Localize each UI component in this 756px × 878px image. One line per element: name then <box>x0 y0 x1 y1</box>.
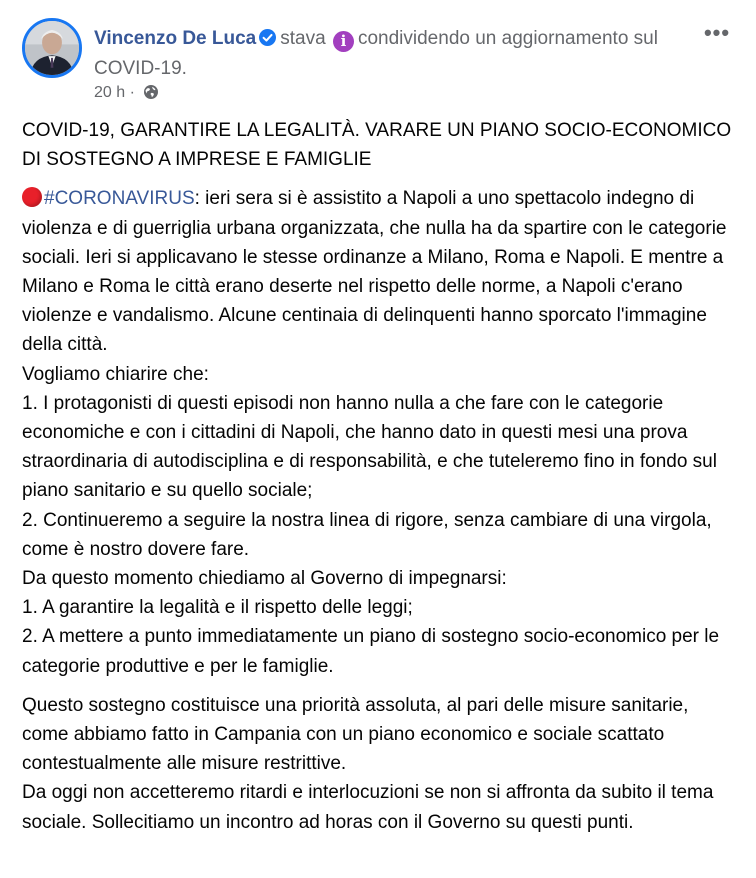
post-timestamp[interactable]: 20 h <box>94 84 126 101</box>
intro-text: : ieri sera si è assistito a Napoli a uno spettacolo indegno di violenza e di guerriglia urbana organizzata, che nulla ha da spartire con le categorie sociali. Ieri si applicavano le stesse ordinanze a Milano, Roma e Napoli. E mentre a Milano e Roma le città erano deserte nel rispetto delle norme, a Napoli c'erano violenze e vandalismo. Alcune centinaia di delinquenti hanno sporcato l'immagine della città. <box>22 188 727 356</box>
post-meta: 20 h · <box>94 82 159 104</box>
globe-icon[interactable] <box>143 84 159 100</box>
post-header <box>22 18 734 108</box>
status-prefix: stava <box>280 28 326 49</box>
closing-line: Da oggi non accetteremo ritardi e interlocuzioni se non si affronta da subito il tema sociale. Sollecitiamo un incontro ad horas con il Governo su questi punti. <box>22 782 714 833</box>
body-line: 2. A mettere a punto immediatamente un piano di sostegno socio-economico per le categorie produttive e per le famiglie. <box>22 626 720 677</box>
body-line: 2. Continueremo a seguire la nostra linea di rigore, senza cambiare di una virgola, come è nostro dovere fare. <box>22 509 712 560</box>
more-options-button[interactable]: ••• <box>703 20 731 45</box>
info-icon: i <box>333 31 354 52</box>
post-title: COVID-19, GARANTIRE LA LEGALITÀ. VARARE UN PIANO SOCIO-ECONOMICO DI SOSTEGNO A IMPRESE E FAMIGLIE <box>22 120 732 171</box>
post-paragraph <box>22 184 738 680</box>
closing-line: Questo sostegno costituisce una priorità assoluta, al pari delle misure sanitarie, come abbiamo fatto in Campania con un piano economico e sociale scattato contestualmente alle misure restrittive. <box>22 694 689 775</box>
post-paragraph <box>22 691 738 837</box>
verified-badge-icon <box>259 29 276 46</box>
avatar[interactable] <box>22 18 82 78</box>
red-circle-emoji <box>22 187 42 207</box>
post-header-line <box>94 24 674 84</box>
body-line: Vogliamo chiarire che: <box>22 363 209 385</box>
avatar-portrait-icon <box>25 21 79 75</box>
post-body <box>22 116 738 837</box>
hashtag-link[interactable]: #CORONAVIRUS <box>44 188 195 210</box>
body-line: Da questo momento chiediamo al Governo di impegnarsi: <box>22 568 507 590</box>
status-activity[interactable]: condividendo un aggiornamento sul COVID-19. <box>94 28 658 79</box>
author-name[interactable]: Vincenzo De Luca <box>94 28 257 49</box>
body-line: 1. I protagonisti di questi episodi non hanno nulla a che fare con le categorie economiche e con i cittadini di Napoli, che hanno dato in questi mesi una prova straordinaria di autodisciplina e di responsabilità, e che tuteleremo fino in fondo sul piano sanitario e su quello sociale; <box>22 392 717 502</box>
body-line: 1. A garantire la legalità e il rispetto delle leggi; <box>22 597 413 619</box>
